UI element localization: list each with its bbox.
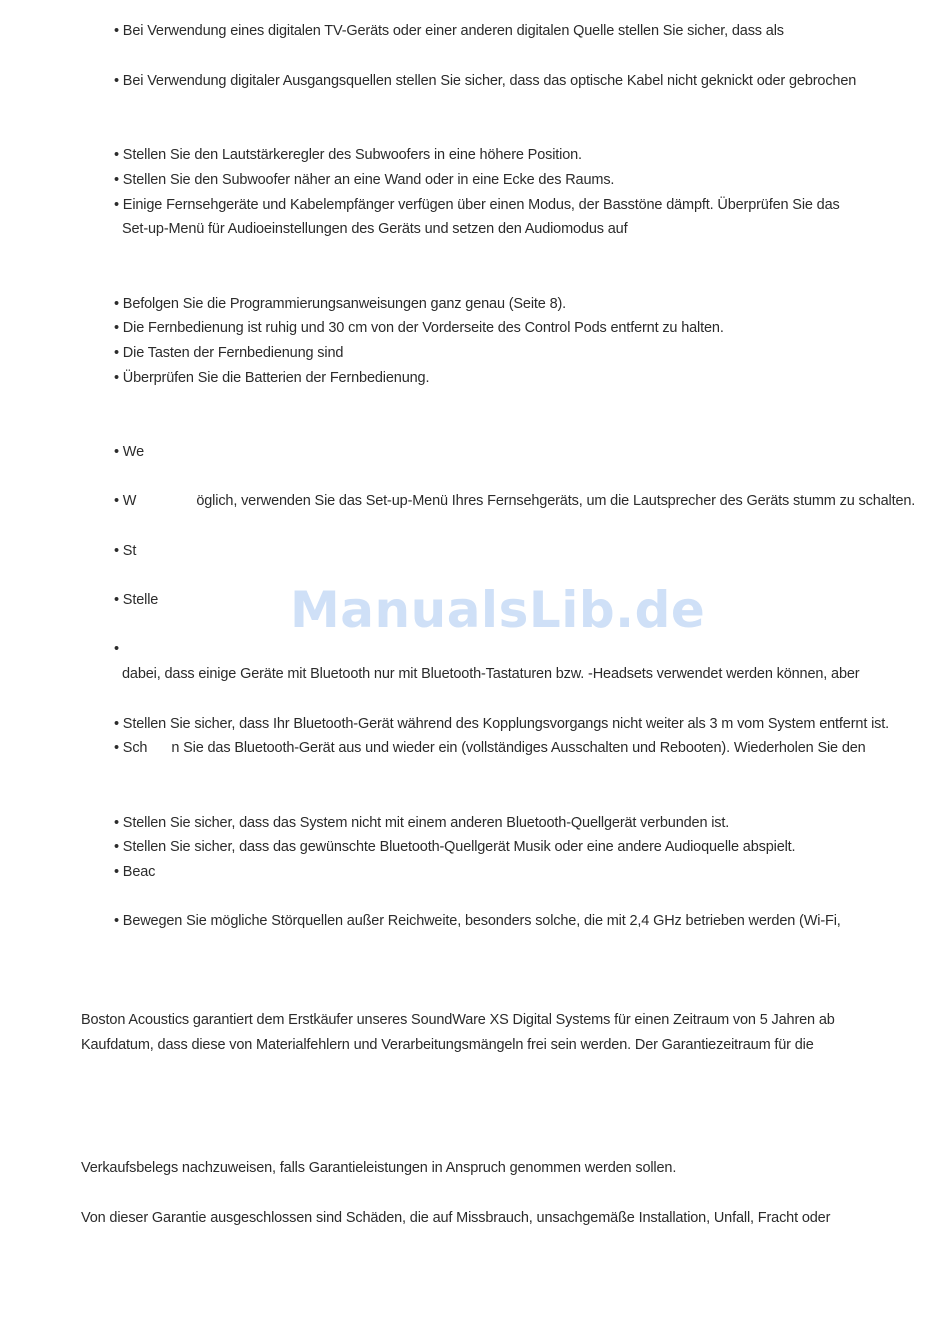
bullet-item: • Die Fernbedienung ist ruhig und 30 cm von der Vorderseite des Control Pods entfernt zu halten.	[114, 320, 724, 336]
bullet-item: • St	[114, 543, 137, 559]
bullet-item: • Stellen Sie sicher, dass das gewünschte Bluetooth-Quellgerät Musik oder eine andere Audioquelle abspielt.	[114, 839, 796, 855]
bullet-item: • Befolgen Sie die Programmierungsanweisungen ganz genau (Seite 8).	[114, 296, 567, 312]
bullet-item: • Die Tasten der Fernbedienung sind	[114, 345, 344, 361]
bullet-item: • Beac	[114, 864, 156, 880]
bullet-item	[114, 739, 866, 757]
bullet-continuation: dabei, dass einige Geräte mit Bluetooth nur mit Bluetooth-Tastaturen bzw. -Headsets verwendet werden können, aber	[122, 666, 860, 682]
warranty-paragraph-line: Verkaufsbelegs nachzuweisen, falls Garantieleistungen in Anspruch genommen werden sollen.	[81, 1160, 677, 1176]
bullet-item: • Stellen Sie den Lautstärkeregler des Subwoofers in eine höhere Position.	[114, 147, 582, 163]
bullet-item: • Einige Fernsehgeräte und Kabelempfänger verfügen über einen Modus, der Basstöne dämpft. Überprüfen Sie das	[114, 197, 840, 213]
bullet-item: • Stellen Sie den Subwoofer näher an eine Wand oder in eine Ecke des Raums.	[114, 172, 615, 188]
bullet-item	[114, 492, 915, 510]
bullet-item: • Stelle	[114, 592, 159, 608]
bullet-fragment: • W	[114, 493, 137, 509]
bullet-item: • Bewegen Sie mögliche Störquellen außer Reichweite, besonders solche, die mit 2,4 GHz betrieben werden (Wi-Fi,	[114, 913, 841, 929]
bullet-fragment: • Sch	[114, 740, 148, 756]
warranty-paragraph-line: Kaufdatum, dass diese von Materialfehlern und Verarbeitungsmängeln frei sein werden. Der Garantiezeitraum für die	[81, 1037, 814, 1053]
bullet-item: • Bei Verwendung digitaler Ausgangsquellen stellen Sie sicher, dass das optische Kabel nicht geknickt oder gebrochen	[114, 73, 857, 89]
bullet-fragment: öglich, verwenden Sie das Set-up-Menü Ihres Fernsehgeräts, um die Lautsprecher des Geräts stumm zu schalten.	[196, 493, 916, 509]
bullet-fragment: n Sie das Bluetooth-Gerät aus und wieder ein (vollständiges Ausschalten und Rebooten). Wiederholen Sie den	[171, 740, 866, 756]
bullet-continuation: Set-up-Menü für Audioeinstellungen des Geräts und setzen den Audiomodus auf	[122, 221, 628, 237]
watermark: ManualsLib.de	[290, 581, 706, 639]
bullet-item: •	[114, 641, 119, 657]
warranty-paragraph-line: Von dieser Garantie ausgeschlossen sind Schäden, die auf Missbrauch, unsachgemäße Installation, Unfall, Fracht oder	[81, 1210, 831, 1226]
bullet-item: • We	[114, 444, 144, 460]
bullet-item: • Überprüfen Sie die Batterien der Fernbedienung.	[114, 370, 430, 386]
bullet-item: • Bei Verwendung eines digitalen TV-Geräts oder einer anderen digitalen Quelle stellen Sie sicher, dass als	[114, 23, 784, 39]
bullet-item: • Stellen Sie sicher, dass Ihr Bluetooth-Gerät während des Kopplungsvorgangs nicht weiter als 3 m vom System entfernt ist.	[114, 716, 890, 732]
warranty-paragraph-line: Boston Acoustics garantiert dem Erstkäufer unseres SoundWare XS Digital Systems für einen Zeitraum von 5 Jahren ab	[81, 1012, 835, 1028]
bullet-item: • Stellen Sie sicher, dass das System nicht mit einem anderen Bluetooth-Quellgerät verbunden ist.	[114, 815, 730, 831]
